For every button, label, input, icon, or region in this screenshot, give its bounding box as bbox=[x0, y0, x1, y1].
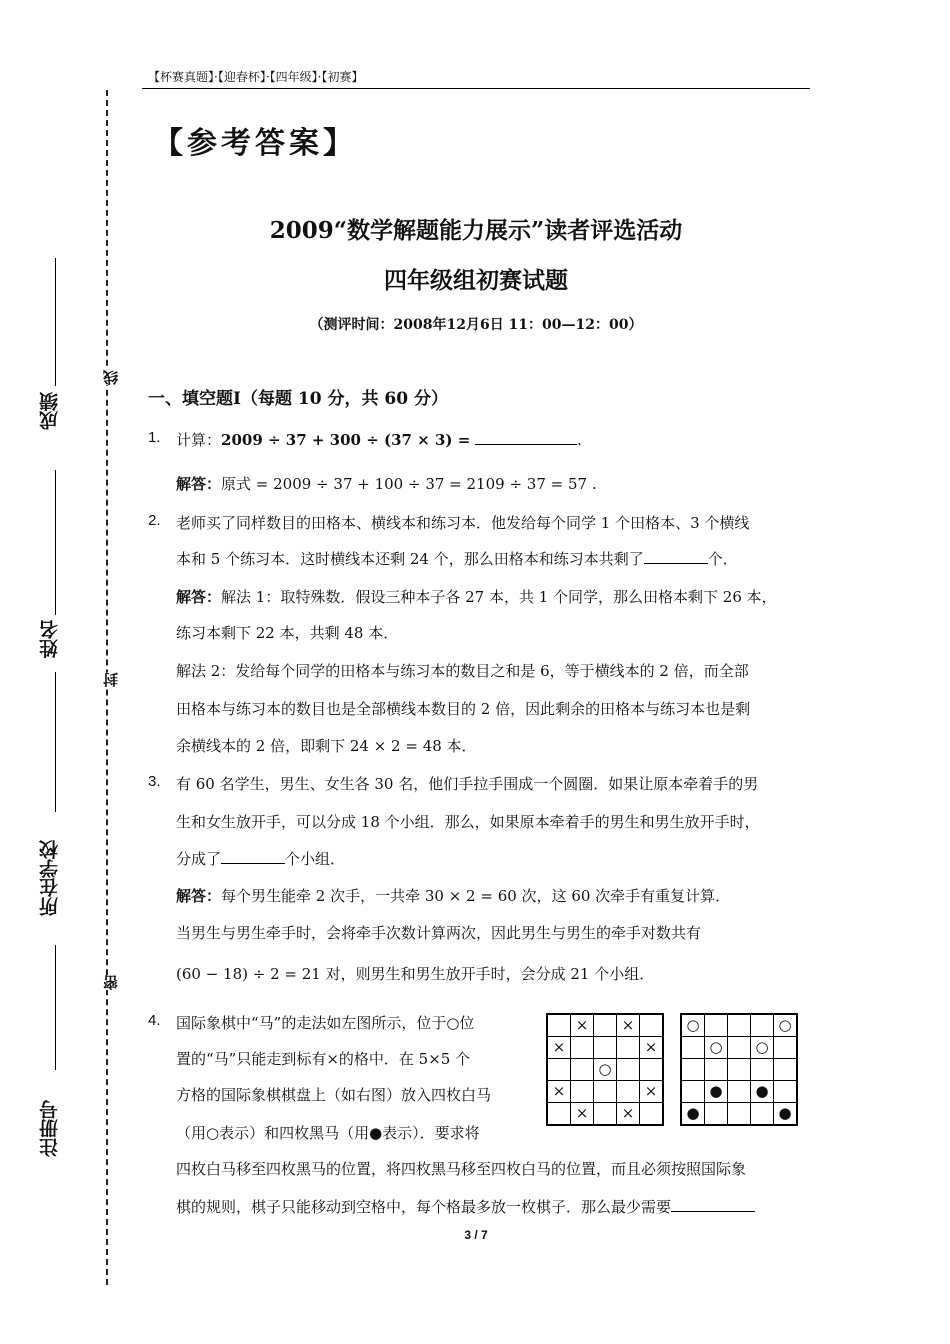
right-cell bbox=[751, 1014, 774, 1037]
left-cell bbox=[594, 1014, 617, 1037]
page-subtitle: 四年级组初赛试题 bbox=[384, 267, 568, 294]
q2-line2-end: 个． bbox=[707, 550, 738, 568]
q1-answer-text: 原式 = 2009 ÷ 37 + 100 ÷ 37 = 2109 ÷ 37 = 57 . bbox=[221, 475, 597, 493]
score-label: 成绩 bbox=[39, 392, 61, 430]
q3-line2: 生和女生放开手，可以分成 18 个小组．那么，如果原本牵着手的男生和男生放开手时， bbox=[176, 813, 760, 831]
q4-line3: 方格的国际象棋棋盘上（如右图）放入四枚白马 bbox=[176, 1086, 492, 1104]
q3-line1: 有 60 名学生，男生、女生各 30 名，他们手拉手围成一个圆圈．如果让原本牵着手的男 bbox=[176, 775, 759, 793]
q1-prefix: 计算： bbox=[176, 431, 222, 449]
right-cell: ○ bbox=[681, 1014, 705, 1037]
q4-line4: （用○表示）和四枚黑马（用●表示）．要求将 bbox=[176, 1124, 480, 1142]
q4-line6 bbox=[176, 1196, 755, 1217]
right-cell bbox=[705, 1103, 728, 1126]
reference-answer-title: 【参考答案】 bbox=[153, 126, 357, 161]
q3-answer-1 bbox=[176, 885, 730, 906]
knight-puzzle-grid bbox=[680, 1013, 798, 1126]
q2-answer-2: 练习本剩下 22 本，共剩 48 本． bbox=[176, 624, 399, 642]
left-row bbox=[547, 1103, 663, 1126]
q2-answer-1-text: 解法 1：取特殊数．假设三种本子各 27 本，共 1 个同学，那么田格本剩下 26 本， bbox=[221, 588, 777, 606]
q2-answer-4: 田格本与练习本的数目也是全部横线本数目的 2 倍，因此剩余的田格本与练习本也是剩 bbox=[176, 700, 751, 718]
q2-answer-label: 解答： bbox=[176, 588, 222, 606]
q1-answer-label: 解答： bbox=[176, 475, 222, 493]
q1-number: 1. bbox=[148, 429, 161, 446]
left-cell bbox=[594, 1037, 617, 1059]
left-cell: × bbox=[617, 1014, 640, 1037]
right-row bbox=[681, 1014, 797, 1037]
left-cell bbox=[547, 1059, 571, 1081]
q2-number: 2. bbox=[148, 512, 161, 529]
right-cell bbox=[728, 1037, 751, 1059]
q4-line2: 置的“马”只能走到标有×的格中．在 5×5 个 bbox=[176, 1050, 471, 1068]
q1-expression: 2009 ÷ 37 + 300 ÷ (37 × 3) = bbox=[221, 431, 471, 449]
q2-line2 bbox=[176, 548, 738, 569]
q2-line2-text: 本和 5 个练习本．这时横线本还剩 24 个，那么田格本和练习本共剩了 bbox=[176, 550, 644, 568]
right-cell bbox=[705, 1059, 728, 1081]
left-cell bbox=[617, 1037, 640, 1059]
right-cell bbox=[681, 1037, 705, 1059]
knight-puzzle-board bbox=[680, 1013, 798, 1126]
seal-mark-line: 线 bbox=[102, 370, 120, 385]
left-cell bbox=[640, 1014, 664, 1037]
right-cell bbox=[681, 1081, 705, 1103]
school-field[interactable] bbox=[55, 672, 56, 812]
school-label: 所在学校 bbox=[39, 840, 61, 916]
right-cell bbox=[751, 1059, 774, 1081]
q3-line3-text: 分成了 bbox=[176, 850, 222, 868]
right-cell bbox=[728, 1081, 751, 1103]
q4-answer-blank[interactable] bbox=[671, 1197, 755, 1212]
right-cell: ● bbox=[774, 1103, 798, 1126]
page-number: 3 / 7 bbox=[464, 1228, 488, 1242]
left-cell bbox=[640, 1103, 664, 1126]
q3-answer-2: 当男生与男生牵手时，会将牵手次数计算两次，因此男生与男生的牵手对数共有 bbox=[176, 924, 702, 942]
left-cell bbox=[640, 1059, 664, 1081]
left-cell: × bbox=[547, 1037, 571, 1059]
q4-number: 4. bbox=[148, 1012, 161, 1029]
breadcrumb: 【杯赛真题】·【迎春杯】·【四年级】·【初赛】 bbox=[148, 70, 364, 84]
name-field[interactable] bbox=[55, 470, 56, 615]
q4-line1: 国际象棋中“马”的走法如左图所示，位于○位 bbox=[176, 1014, 475, 1032]
right-row bbox=[681, 1059, 797, 1081]
left-row bbox=[547, 1081, 663, 1103]
left-cell bbox=[571, 1059, 594, 1081]
q2-answer-5: 余横线本的 2 倍，即剩下 24 × 2 = 48 本． bbox=[176, 737, 477, 755]
q1-answer-blank[interactable] bbox=[475, 430, 577, 445]
seal-mark-seal: 封 bbox=[102, 672, 120, 687]
left-cell: × bbox=[571, 1014, 594, 1037]
right-cell bbox=[728, 1059, 751, 1081]
section-title: 一、填空题Ⅰ（每题 10 分，共 60 分） bbox=[148, 389, 448, 409]
knight-move-board bbox=[546, 1013, 664, 1126]
right-cell bbox=[774, 1059, 798, 1081]
binding-dashed-line bbox=[106, 90, 108, 1285]
score-field[interactable] bbox=[55, 258, 56, 386]
right-cell bbox=[681, 1059, 705, 1081]
q3-answer-blank[interactable] bbox=[221, 849, 285, 864]
q1-question bbox=[176, 429, 582, 450]
name-label: 姓名 bbox=[39, 620, 61, 658]
q2-answer-1 bbox=[176, 586, 777, 607]
right-cell: ○ bbox=[705, 1037, 728, 1059]
right-cell: ● bbox=[705, 1081, 728, 1103]
right-cell: ● bbox=[751, 1081, 774, 1103]
left-cell: × bbox=[640, 1081, 664, 1103]
left-cell bbox=[571, 1037, 594, 1059]
q4-line5: 四枚白马移至四枚黑马的位置，将四枚黑马移至四枚白马的位置，而且必须按照国际象 bbox=[176, 1160, 747, 1178]
reg-label: 注册号 bbox=[39, 1100, 61, 1157]
q4-line6-text: 棋的规则，棋子只能移动到空格中，每个格最多放一枚棋子．那么最少需要 bbox=[176, 1198, 672, 1216]
left-cell bbox=[617, 1059, 640, 1081]
right-row bbox=[681, 1103, 797, 1126]
right-cell bbox=[705, 1014, 728, 1037]
left-cell: × bbox=[617, 1103, 640, 1126]
right-cell: ● bbox=[681, 1103, 705, 1126]
q2-line1: 老师买了同样数目的田格本、横线本和练习本．他发给每个同学 1 个田格本、3 个横线 bbox=[176, 514, 750, 532]
right-cell bbox=[751, 1103, 774, 1126]
exam-time: （测评时间：2008年12月6日 11：00—12：00） bbox=[309, 317, 643, 333]
right-cell: ○ bbox=[751, 1037, 774, 1059]
left-row bbox=[547, 1037, 663, 1059]
left-row bbox=[547, 1059, 663, 1081]
right-cell bbox=[728, 1103, 751, 1126]
q3-line3-end: 个小组． bbox=[285, 850, 346, 868]
left-cell: × bbox=[571, 1103, 594, 1126]
right-row bbox=[681, 1037, 797, 1059]
q3-answer-label: 解答： bbox=[176, 887, 222, 905]
right-cell: ○ bbox=[774, 1014, 798, 1037]
q2-answer-blank[interactable] bbox=[644, 549, 708, 564]
right-cell bbox=[774, 1037, 798, 1059]
right-row bbox=[681, 1081, 797, 1103]
q3-answer-3: (60 − 18) ÷ 2 = 21 对，则男生和男生放开手时，会分成 21 个小组． bbox=[176, 965, 655, 983]
q1-suffix: . bbox=[577, 431, 582, 449]
left-cell: × bbox=[547, 1081, 571, 1103]
q1-answer bbox=[176, 473, 597, 494]
left-cell bbox=[594, 1103, 617, 1126]
left-cell bbox=[617, 1081, 640, 1103]
left-cell: × bbox=[640, 1037, 664, 1059]
seal-mark-secret: 密 bbox=[102, 975, 120, 990]
q2-answer-3: 解法 2：发给每个同学的田格本与练习本的数目之和是 6，等于横线本的 2 倍，而全部 bbox=[176, 662, 749, 680]
q3-line3 bbox=[176, 848, 345, 869]
left-cell bbox=[594, 1081, 617, 1103]
left-cell bbox=[547, 1014, 571, 1037]
q3-number: 3. bbox=[148, 773, 161, 790]
left-cell: ○ bbox=[594, 1059, 617, 1081]
left-cell bbox=[571, 1081, 594, 1103]
page-title: 2009“数学解题能力展示”读者评选活动 bbox=[269, 217, 683, 244]
q3-answer-1-text: 每个男生能牵 2 次手，一共牵 30 × 2 = 60 次，这 60 次牵手有重复计算． bbox=[221, 887, 731, 905]
knight-move-grid bbox=[546, 1013, 664, 1126]
right-cell bbox=[774, 1081, 798, 1103]
reg-field[interactable] bbox=[55, 945, 56, 1070]
header-rule bbox=[142, 88, 810, 89]
left-cell bbox=[547, 1103, 571, 1126]
left-row bbox=[547, 1014, 663, 1037]
right-cell bbox=[728, 1014, 751, 1037]
